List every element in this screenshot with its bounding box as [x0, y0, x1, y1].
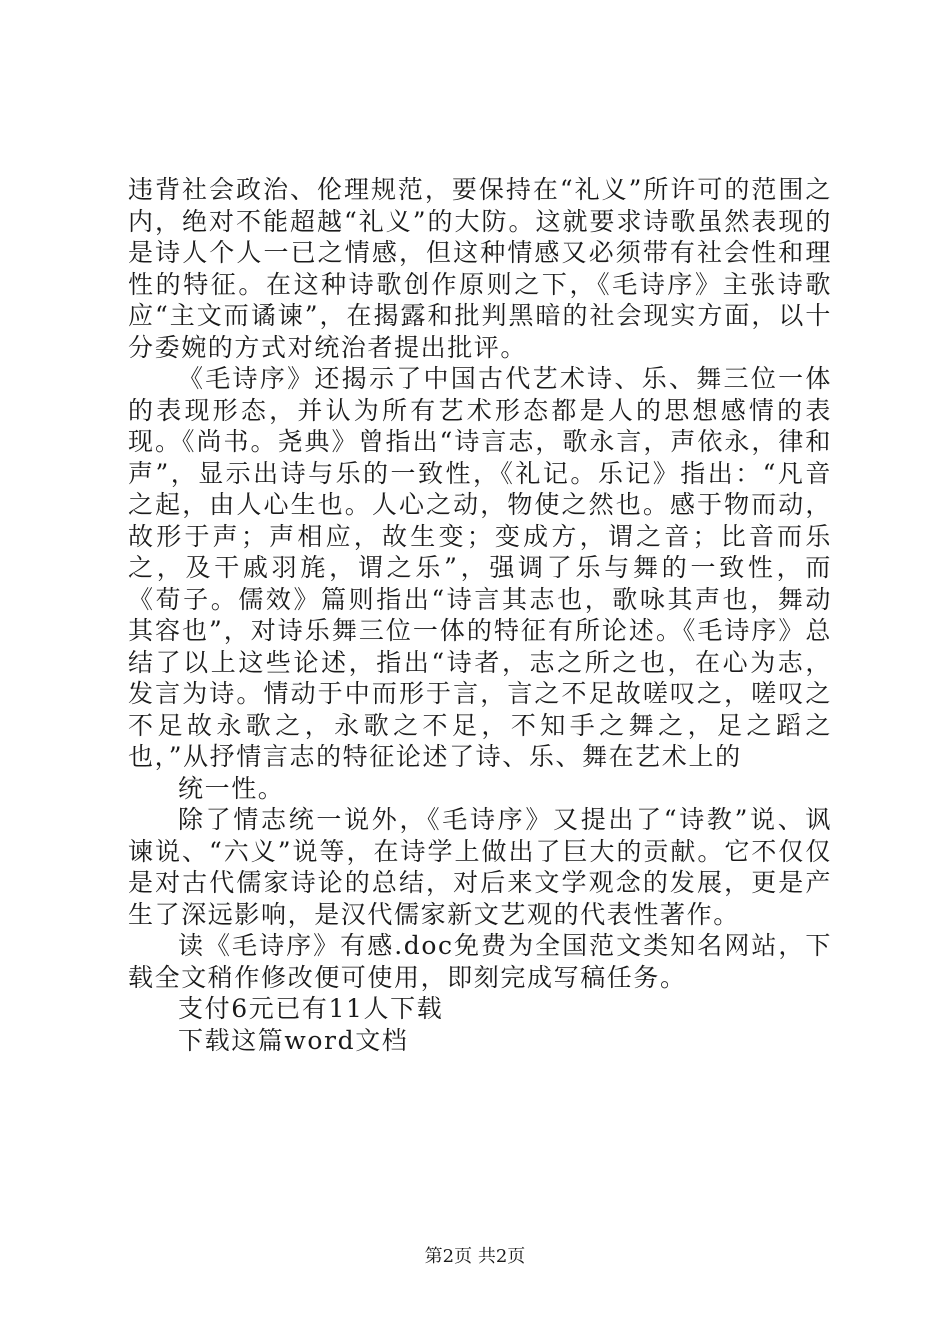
paragraph-4: 除了情志统一说外，《毛诗序》又提出了“诗教”说、讽谏说、“六义”说等，在诗学上做出了巨大的贡献。它不仅仅是对古代儒家诗论的总结，对后来文学观念的发展，更是产生了深远影响，是汉代儒家新文艺观的代表性著作。: [128, 805, 832, 929]
paragraph-1: 违背社会政治、伦理规范，要保持在“礼义”所许可的范围之内，绝对不能超越“礼义”的大防。这就要求诗歌虽然表现的是诗人个人一已之情感，但这种情感又必须带有社会性和理性的特征。在这种诗歌创作原则之下，《毛诗序》主张诗歌应“主文而谲谏”，在揭露和批判黑暗的社会现实方面，以十分委婉的方式对统治者提出批评。: [128, 175, 832, 362]
paragraph-3: 统一性。: [178, 773, 285, 803]
paragraph-5: 读《毛诗序》有感.doc免费为全国范文类知名网站，下载全文稍作修改便可使用，即刻完成写稿任务。: [128, 931, 832, 992]
paragraph-2: 《毛诗序》还揭示了中国古代艺术诗、乐、舞三位一体的表现形态，并认为所有艺术形态都是人的思想感情的表现。《尚书。尧典》曾指出“诗言志，歌永言，声依永，律和声”，显示出诗与乐的一致性，《礼记。乐记》指出：“凡音之起，由人心生也。人心之动，物使之然也。感于物而动，故形于声；声相应，故生变；变成方，谓之音；比音而乐之，及干戚羽旄，谓之乐”，强调了乐与舞的一致性，而《荀子。儒效》篇则指出“诗言其志也，歌咏其声也，舞动其容也”，对诗乐舞三位一体的特征有所论述。《毛诗序》总结了以上这些论述，指出“诗者，志之所之也，在心为志，发言为诗。情动于中而形于言，言之不足故嗟叹之，嗟叹之不足故永歌之，永歌之不足，不知手之舞之，足之蹈之也，”从抒情言志的特征论述了诗、乐、舞在艺术上的: [128, 364, 832, 771]
page-number-footer: 第2页 共2页: [424, 1246, 526, 1267]
download-word-link[interactable]: 下载这篇word文档: [178, 1025, 409, 1055]
download-price-text: 支付6元已有11人下载: [178, 994, 444, 1023]
document-body: [128, 174, 832, 1056]
